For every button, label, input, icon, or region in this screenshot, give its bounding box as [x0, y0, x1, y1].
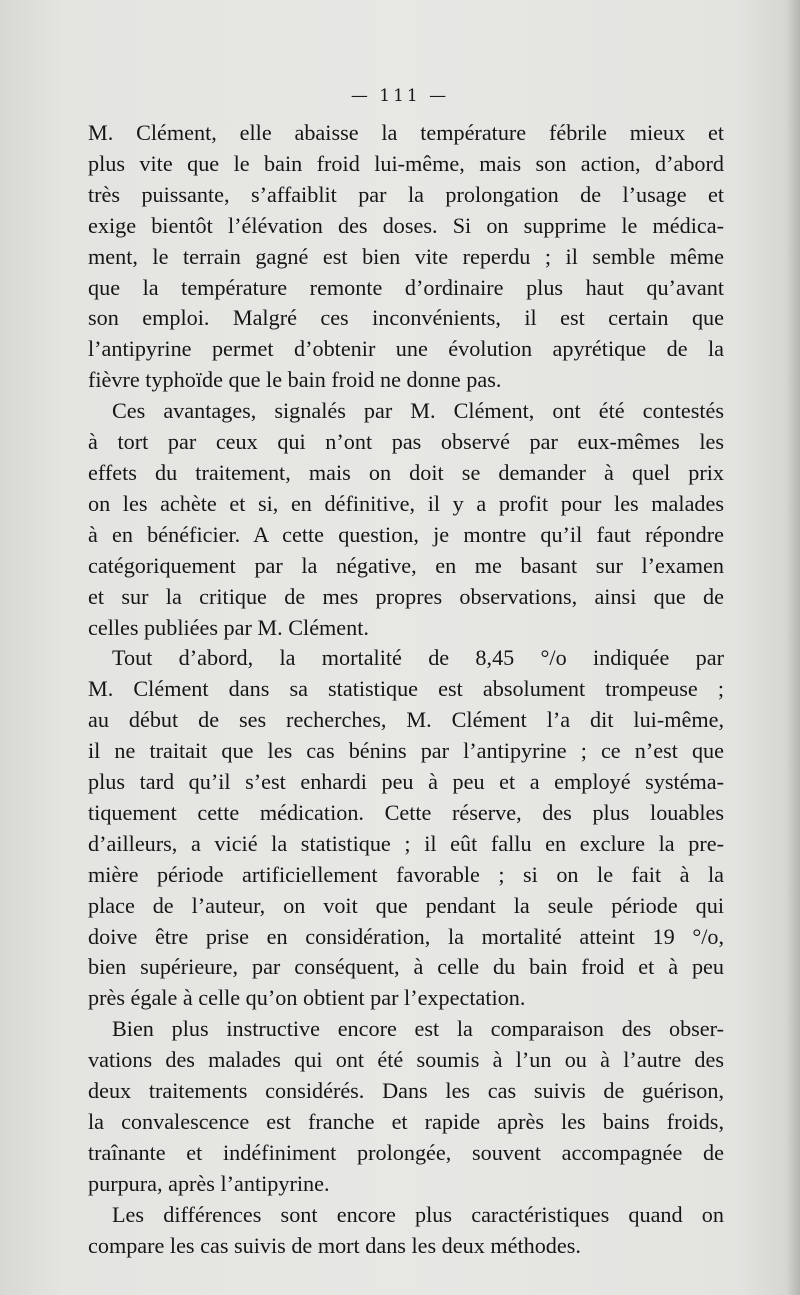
- text-line: M. Clément dans sa statistique est absolument trompeuse ;: [88, 676, 724, 702]
- text-line: traînante et indéfiniment prolongée, souvent accompagnée de: [88, 1139, 724, 1165]
- text-line: à tort par ceux qui n’ont pas observé par eux-mêmes les: [88, 429, 724, 455]
- text-line: ment, le terrain gagné est bien vite reperdu ; il semble même: [88, 243, 724, 269]
- paragraph-2: [88, 396, 724, 643]
- text-line: Tout d’abord, la mortalité de 8,45 °/o indiquée par: [112, 645, 724, 671]
- text-line: Les différences sont encore plus caractéristiques quand on: [112, 1201, 724, 1227]
- text-line: M. Clément, elle abaisse la température fébrile mieux et: [88, 120, 724, 145]
- text-line: exige bientôt l’élévation des doses. Si on supprime le médica-: [88, 212, 724, 238]
- paragraph-1: [88, 118, 724, 396]
- text-line: l’antipyrine permet d’obtenir une évolution apyrétique de la: [88, 336, 724, 362]
- text-line: d’ailleurs, a vicié la statistique ; il eût fallu en exclure la pre-: [88, 830, 724, 856]
- text-line: près égale à celle qu’on obtient par l’expectation.: [88, 985, 526, 1011]
- page-number: — 111 —: [350, 86, 450, 106]
- text-line: doive être prise en considération, la mortalité atteint 19 °/o,: [88, 923, 724, 949]
- text-line: au début de ses recherches, M. Clément l’a dit lui-même,: [88, 707, 724, 733]
- text-line: vations des malades qui ont été soumis à l’un ou à l’autre des: [88, 1047, 724, 1073]
- text-line: bien supérieure, par conséquent, à celle du bain froid et à peu: [88, 954, 724, 980]
- text-line: purpura, après l’antipyrine.: [88, 1170, 330, 1196]
- text-line: celles publiées par M. Clément.: [88, 614, 369, 640]
- text-line: mière période artificiellement favorable ; si on le fait à la: [88, 861, 724, 887]
- text-line: catégoriquement par la négative, en me basant sur l’examen: [88, 552, 724, 578]
- text-line: plus tard qu’il s’est enhardi peu à peu et a employé systéma-: [88, 769, 724, 795]
- paragraph-3: [88, 643, 724, 1014]
- paragraph-5: [88, 1200, 724, 1262]
- text-line: Ces avantages, signalés par M. Clément, ont été contestés: [112, 398, 724, 424]
- text-line: la convalescence est franche et rapide après les bains froids,: [88, 1109, 724, 1134]
- text-line: très puissante, s’affaiblit par la prolongation de l’usage et: [88, 181, 724, 207]
- text-line: son emploi. Malgré ces inconvénients, il est certain que: [88, 305, 724, 331]
- text-line: compare les cas suivis de mort dans les deux méthodes.: [88, 1232, 581, 1258]
- text-line: deux traitements considérés. Dans les cas suivis de guérison,: [88, 1078, 724, 1104]
- body-text: [88, 118, 724, 1262]
- text-line: il ne traitait que les cas bénins par l’antipyrine ; ce n’est que: [88, 738, 724, 764]
- text-line: effets du traitement, mais on doit se demander à quel prix: [88, 459, 724, 485]
- paragraph-4: [88, 1014, 724, 1199]
- text-line: place de l’auteur, on voit que pendant la seule période qui: [88, 892, 724, 918]
- text-line: que la température remonte d’ordinaire plus haut qu’avant: [88, 274, 724, 300]
- text-line: plus vite que le bain froid lui-même, mais son action, d’abord: [88, 150, 724, 176]
- text-line: tiquement cette médication. Cette réserve, des plus louables: [88, 799, 724, 825]
- text-line: à en bénéficier. A cette question, je montre qu’il faut répondre: [88, 521, 724, 547]
- text-line: fièvre typhoïde que le bain froid ne donne pas.: [88, 367, 502, 393]
- text-line: on les achète et si, en définitive, il y a profit pour les malades: [88, 490, 724, 516]
- page-edge-shadow: [786, 0, 800, 1295]
- text-line: Bien plus instructive encore est la comparaison des obser-: [112, 1016, 724, 1042]
- text-line: et sur la critique de mes propres observations, ainsi que de: [88, 583, 724, 609]
